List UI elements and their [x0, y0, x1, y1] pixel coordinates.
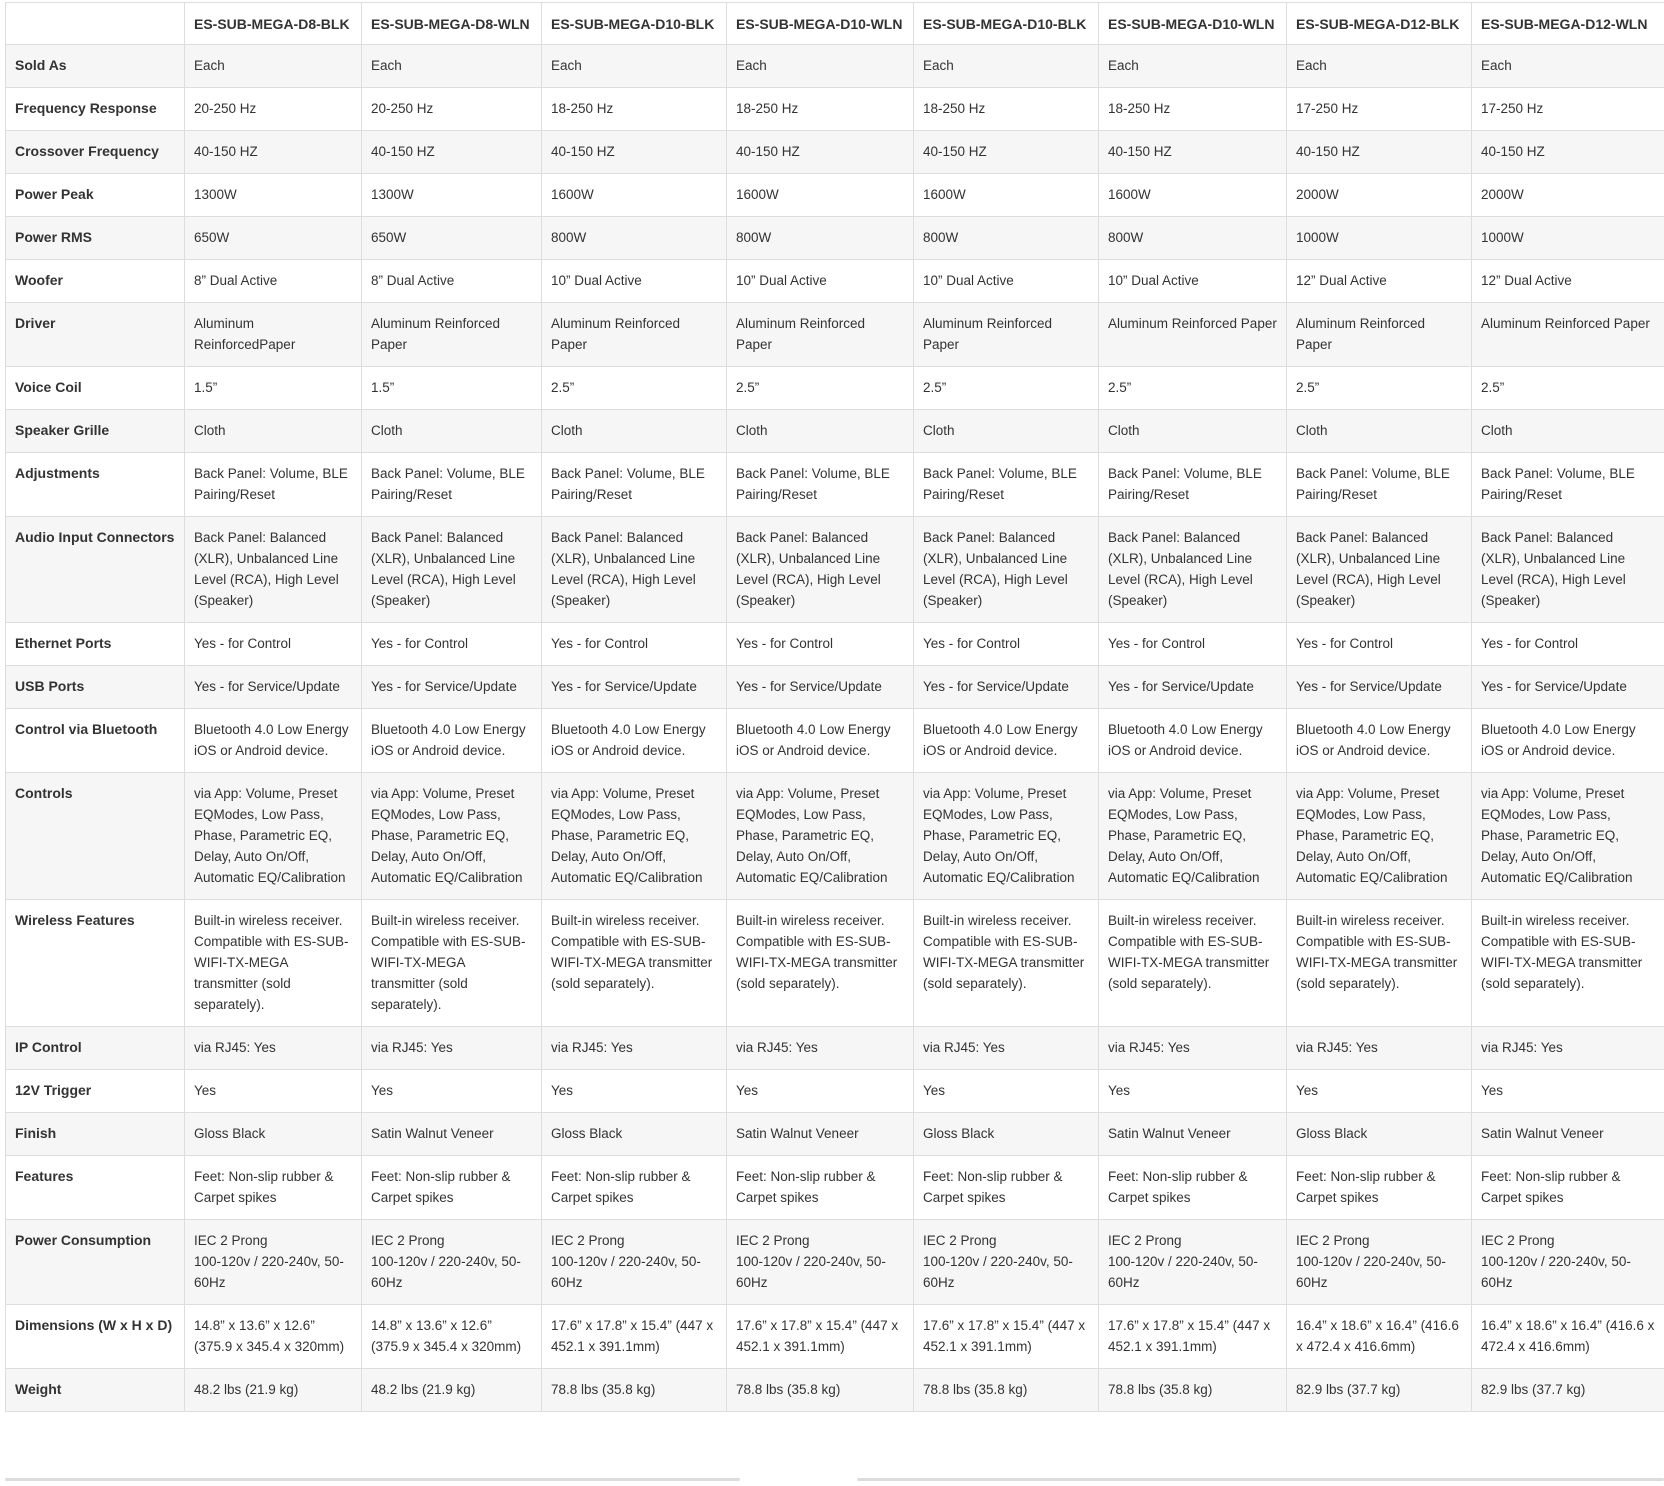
- row-label: Frequency Response: [6, 88, 185, 131]
- spec-cell: Aluminum ReinforcedPaper: [185, 303, 362, 367]
- spec-cell: 1600W: [914, 174, 1099, 217]
- spec-cell: 40-150 HZ: [1287, 131, 1472, 174]
- spec-row: [6, 1070, 1664, 1113]
- spec-cell: 40-150 HZ: [727, 131, 914, 174]
- column-header: ES-SUB-MEGA-D10-WLN: [1099, 3, 1287, 45]
- spec-cell: Cloth: [185, 410, 362, 453]
- spec-cell: Yes - for Service/Update: [1472, 666, 1664, 709]
- spec-cell: Aluminum Reinforced Paper: [1472, 303, 1664, 367]
- spec-row: [6, 260, 1664, 303]
- spec-cell: Each: [727, 45, 914, 88]
- spec-cell: 1600W: [542, 174, 727, 217]
- spec-cell: Each: [1472, 45, 1664, 88]
- spec-cell: Built-in wireless receiver. Compatible with ES-SUB-WIFI-TX-MEGA transmitter (sold separately).: [185, 900, 362, 1027]
- spec-cell: Feet: Non-slip rubber & Carpet spikes: [1472, 1156, 1664, 1220]
- spec-cell: Cloth: [1099, 410, 1287, 453]
- spec-cell: 14.8” x 13.6” x 12.6” (375.9 x 345.4 x 320mm): [185, 1305, 362, 1369]
- spec-cell: via App: Volume, Preset EQModes, Low Pass, Phase, Parametric EQ, Delay, Auto On/Off, Automatic EQ/Calibration: [727, 773, 914, 900]
- spec-cell-line: 100-120v / 220-240v, 50-60Hz: [1296, 1254, 1446, 1290]
- spec-cell: [1472, 1220, 1664, 1305]
- row-label: Wireless Features: [6, 900, 185, 1027]
- spec-cell: Feet: Non-slip rubber & Carpet spikes: [727, 1156, 914, 1220]
- spec-cell: Back Panel: Balanced (XLR), Unbalanced Line Level (RCA), High Level (Speaker): [1287, 517, 1472, 623]
- spec-cell: Each: [542, 45, 727, 88]
- spec-cell: 82.9 lbs (37.7 kg): [1472, 1369, 1664, 1412]
- spec-cell: Yes - for Control: [185, 623, 362, 666]
- spec-cell: 1300W: [362, 174, 542, 217]
- spec-cell-line: 100-120v / 220-240v, 50-60Hz: [194, 1254, 344, 1290]
- spec-cell: Aluminum Reinforced Paper: [914, 303, 1099, 367]
- spec-cell-line: IEC 2 Prong: [736, 1233, 810, 1248]
- column-header: ES-SUB-MEGA-D12-WLN: [1472, 3, 1664, 45]
- spec-cell-line: IEC 2 Prong: [1108, 1233, 1182, 1248]
- spec-cell: via RJ45: Yes: [185, 1027, 362, 1070]
- spec-cell: 1.5”: [362, 367, 542, 410]
- spec-cell: [1099, 1220, 1287, 1305]
- spec-cell: 40-150 HZ: [362, 131, 542, 174]
- spec-cell: via App: Volume, Preset EQModes, Low Pass, Phase, Parametric EQ, Delay, Auto On/Off, Automatic EQ/Calibration: [185, 773, 362, 900]
- spec-cell-line: 100-120v / 220-240v, 50-60Hz: [1108, 1254, 1258, 1290]
- column-header: ES-SUB-MEGA-D8-BLK: [185, 3, 362, 45]
- row-label: Adjustments: [6, 453, 185, 517]
- spec-cell-line: IEC 2 Prong: [371, 1233, 445, 1248]
- spec-cell: 17.6” x 17.8” x 15.4” (447 x 452.1 x 391.1mm): [542, 1305, 727, 1369]
- spec-cell: via RJ45: Yes: [1472, 1027, 1664, 1070]
- spec-cell: Aluminum Reinforced Paper: [542, 303, 727, 367]
- spec-cell-line: 100-120v / 220-240v, 50-60Hz: [923, 1254, 1073, 1290]
- spec-cell: Gloss Black: [1287, 1113, 1472, 1156]
- row-label: Ethernet Ports: [6, 623, 185, 666]
- spec-cell: Yes - for Service/Update: [727, 666, 914, 709]
- spec-cell: Cloth: [727, 410, 914, 453]
- spec-cell: [1287, 1220, 1472, 1305]
- spec-cell: Yes - for Service/Update: [914, 666, 1099, 709]
- spec-cell: Back Panel: Balanced (XLR), Unbalanced Line Level (RCA), High Level (Speaker): [362, 517, 542, 623]
- spec-cell: Back Panel: Volume, BLE Pairing/Reset: [914, 453, 1099, 517]
- spec-cell: 17.6” x 17.8” x 15.4” (447 x 452.1 x 391.1mm): [914, 1305, 1099, 1369]
- spec-row: [6, 1220, 1664, 1305]
- spec-cell: Satin Walnut Veneer: [1472, 1113, 1664, 1156]
- spec-cell: 17-250 Hz: [1472, 88, 1664, 131]
- column-header: ES-SUB-MEGA-D12-BLK: [1287, 3, 1472, 45]
- spec-row: [6, 1369, 1664, 1412]
- spec-cell-line: IEC 2 Prong: [1481, 1233, 1555, 1248]
- spec-cell-line: IEC 2 Prong: [551, 1233, 625, 1248]
- spec-cell: Yes: [1287, 1070, 1472, 1113]
- spec-cell: [185, 1220, 362, 1305]
- spec-cell: Built-in wireless receiver. Compatible with ES-SUB-WIFI-TX-MEGA transmitter (sold separately).: [542, 900, 727, 1027]
- spec-cell: 78.8 lbs (35.8 kg): [727, 1369, 914, 1412]
- spec-cell: Aluminum Reinforced Paper: [1099, 303, 1287, 367]
- spec-cell: Aluminum Reinforced Paper: [1287, 303, 1472, 367]
- spec-cell-line: 100-120v / 220-240v, 50-60Hz: [736, 1254, 886, 1290]
- spec-cell: 10” Dual Active: [727, 260, 914, 303]
- spec-row: [6, 131, 1664, 174]
- spec-cell: 40-150 HZ: [185, 131, 362, 174]
- spec-cell: 650W: [185, 217, 362, 260]
- spec-cell: Yes: [727, 1070, 914, 1113]
- row-label: Controls: [6, 773, 185, 900]
- spec-cell: 78.8 lbs (35.8 kg): [914, 1369, 1099, 1412]
- spec-cell: 18-250 Hz: [1099, 88, 1287, 131]
- spec-row: [6, 453, 1664, 517]
- spec-cell: via RJ45: Yes: [542, 1027, 727, 1070]
- spec-cell: 1.5”: [185, 367, 362, 410]
- spec-cell-line: 100-120v / 220-240v, 50-60Hz: [1481, 1254, 1631, 1290]
- corner-cell: [6, 3, 185, 45]
- spec-cell: Feet: Non-slip rubber & Carpet spikes: [185, 1156, 362, 1220]
- row-label: Power Peak: [6, 174, 185, 217]
- spec-cell-line: IEC 2 Prong: [1296, 1233, 1370, 1248]
- row-label: Sold As: [6, 45, 185, 88]
- spec-cell: Yes - for Control: [914, 623, 1099, 666]
- spec-cell: 800W: [914, 217, 1099, 260]
- spec-cell: Yes - for Control: [362, 623, 542, 666]
- spec-row: [6, 45, 1664, 88]
- spec-cell: 40-150 HZ: [1099, 131, 1287, 174]
- spec-cell: 2.5”: [1287, 367, 1472, 410]
- spec-cell: 800W: [542, 217, 727, 260]
- spec-cell: Built-in wireless receiver. Compatible with ES-SUB-WIFI-TX-MEGA transmitter (sold separately).: [362, 900, 542, 1027]
- row-label: Crossover Frequency: [6, 131, 185, 174]
- spec-cell: [362, 1220, 542, 1305]
- spec-cell: [914, 1220, 1099, 1305]
- spec-cell: Each: [914, 45, 1099, 88]
- spec-cell: Yes - for Service/Update: [1099, 666, 1287, 709]
- header-row: [6, 3, 1664, 45]
- spec-cell: 78.8 lbs (35.8 kg): [1099, 1369, 1287, 1412]
- row-label: Features: [6, 1156, 185, 1220]
- spec-cell: Back Panel: Volume, BLE Pairing/Reset: [542, 453, 727, 517]
- spec-cell: Bluetooth 4.0 Low Energy iOS or Android device.: [185, 709, 362, 773]
- spec-cell: Yes: [1472, 1070, 1664, 1113]
- row-label: 12V Trigger: [6, 1070, 185, 1113]
- spec-cell: [542, 1220, 727, 1305]
- spec-cell: 12” Dual Active: [1287, 260, 1472, 303]
- spec-cell: Bluetooth 4.0 Low Energy iOS or Android device.: [1472, 709, 1664, 773]
- spec-cell: 2.5”: [1099, 367, 1287, 410]
- row-label: Driver: [6, 303, 185, 367]
- spec-cell: via App: Volume, Preset EQModes, Low Pass, Phase, Parametric EQ, Delay, Auto On/Off, Automatic EQ/Calibration: [362, 773, 542, 900]
- spec-cell: via RJ45: Yes: [727, 1027, 914, 1070]
- row-label: Power Consumption: [6, 1220, 185, 1305]
- spec-cell: Yes - for Control: [542, 623, 727, 666]
- spec-cell: 12” Dual Active: [1472, 260, 1664, 303]
- spec-cell: via RJ45: Yes: [362, 1027, 542, 1070]
- spec-cell: Yes: [914, 1070, 1099, 1113]
- spec-cell: 16.4” x 18.6” x 16.4” (416.6 x 472.4 x 416.6mm): [1472, 1305, 1664, 1369]
- spec-cell: Yes - for Service/Update: [362, 666, 542, 709]
- spec-cell: 16.4” x 18.6” x 16.4” (416.6 x 472.4 x 416.6mm): [1287, 1305, 1472, 1369]
- spec-cell: Yes - for Service/Update: [1287, 666, 1472, 709]
- spec-row: [6, 773, 1664, 900]
- spec-cell: 20-250 Hz: [362, 88, 542, 131]
- spec-row: [6, 303, 1664, 367]
- spec-cell: [727, 1220, 914, 1305]
- spec-row: [6, 900, 1664, 1027]
- spec-cell: 650W: [362, 217, 542, 260]
- spec-cell: Back Panel: Balanced (XLR), Unbalanced Line Level (RCA), High Level (Speaker): [542, 517, 727, 623]
- row-label: Control via Bluetooth: [6, 709, 185, 773]
- row-label: Woofer: [6, 260, 185, 303]
- spec-cell: 17-250 Hz: [1287, 88, 1472, 131]
- spec-cell: 2.5”: [727, 367, 914, 410]
- spec-cell: Each: [1287, 45, 1472, 88]
- spec-cell: Gloss Black: [914, 1113, 1099, 1156]
- spec-cell: Built-in wireless receiver. Compatible with ES-SUB-WIFI-TX-MEGA transmitter (sold separately).: [914, 900, 1099, 1027]
- spec-row: [6, 88, 1664, 131]
- spec-cell: Feet: Non-slip rubber & Carpet spikes: [542, 1156, 727, 1220]
- row-label: Voice Coil: [6, 367, 185, 410]
- spec-cell: via RJ45: Yes: [1099, 1027, 1287, 1070]
- spec-cell-line: 100-120v / 220-240v, 50-60Hz: [371, 1254, 521, 1290]
- spec-comparison-table: [5, 2, 1664, 1412]
- spec-cell: 1000W: [1472, 217, 1664, 260]
- spec-row: [6, 709, 1664, 773]
- column-header: ES-SUB-MEGA-D10-BLK: [914, 3, 1099, 45]
- spec-cell: 800W: [727, 217, 914, 260]
- spec-cell: Aluminum Reinforced Paper: [362, 303, 542, 367]
- spec-cell: Built-in wireless receiver. Compatible with ES-SUB-WIFI-TX-MEGA transmitter (sold separately).: [727, 900, 914, 1027]
- spec-row: [6, 517, 1664, 623]
- spec-row: [6, 367, 1664, 410]
- spec-cell: Back Panel: Balanced (XLR), Unbalanced Line Level (RCA), High Level (Speaker): [1099, 517, 1287, 623]
- spec-cell: Yes: [542, 1070, 727, 1113]
- spec-cell: Yes: [185, 1070, 362, 1113]
- spec-cell: Bluetooth 4.0 Low Energy iOS or Android device.: [542, 709, 727, 773]
- spec-cell: via App: Volume, Preset EQModes, Low Pass, Phase, Parametric EQ, Delay, Auto On/Off, Automatic EQ/Calibration: [1287, 773, 1472, 900]
- spec-cell: Back Panel: Volume, BLE Pairing/Reset: [727, 453, 914, 517]
- spec-cell: Cloth: [914, 410, 1099, 453]
- spec-cell: 2.5”: [542, 367, 727, 410]
- spec-cell: Yes - for Service/Update: [542, 666, 727, 709]
- spec-cell: Back Panel: Volume, BLE Pairing/Reset: [362, 453, 542, 517]
- row-label: Weight: [6, 1369, 185, 1412]
- spec-cell: 2.5”: [914, 367, 1099, 410]
- column-header: ES-SUB-MEGA-D8-WLN: [362, 3, 542, 45]
- spec-row: [6, 1305, 1664, 1369]
- horizontal-scrollbar-left[interactable]: [5, 1478, 740, 1481]
- spec-cell: Satin Walnut Veneer: [727, 1113, 914, 1156]
- spec-cell: 8” Dual Active: [362, 260, 542, 303]
- row-label: Speaker Grille: [6, 410, 185, 453]
- spec-row: [6, 1027, 1664, 1070]
- spec-cell: Back Panel: Balanced (XLR), Unbalanced Line Level (RCA), High Level (Speaker): [1472, 517, 1664, 623]
- spec-cell: Yes: [1099, 1070, 1287, 1113]
- spec-cell: 40-150 HZ: [1472, 131, 1664, 174]
- spec-cell: Yes - for Control: [1287, 623, 1472, 666]
- spec-cell: 20-250 Hz: [185, 88, 362, 131]
- spec-cell: Gloss Black: [185, 1113, 362, 1156]
- spec-cell: 10” Dual Active: [542, 260, 727, 303]
- spec-cell: Yes - for Service/Update: [185, 666, 362, 709]
- spec-row: [6, 1156, 1664, 1220]
- spec-cell: Feet: Non-slip rubber & Carpet spikes: [1287, 1156, 1472, 1220]
- spec-cell: via RJ45: Yes: [914, 1027, 1099, 1070]
- spec-row: [6, 666, 1664, 709]
- spec-table-container: [5, 2, 1664, 1412]
- spec-cell: 1000W: [1287, 217, 1472, 260]
- row-label: Power RMS: [6, 217, 185, 260]
- spec-cell: Yes - for Control: [1099, 623, 1287, 666]
- spec-row: [6, 410, 1664, 453]
- spec-table-body: [6, 45, 1664, 1412]
- spec-cell: Feet: Non-slip rubber & Carpet spikes: [1099, 1156, 1287, 1220]
- spec-cell: Back Panel: Volume, BLE Pairing/Reset: [1099, 453, 1287, 517]
- spec-cell: via RJ45: Yes: [1287, 1027, 1472, 1070]
- spec-cell: Back Panel: Volume, BLE Pairing/Reset: [1287, 453, 1472, 517]
- spec-cell: 800W: [1099, 217, 1287, 260]
- spec-cell: Cloth: [1287, 410, 1472, 453]
- spec-cell: Each: [1099, 45, 1287, 88]
- spec-cell: Satin Walnut Veneer: [362, 1113, 542, 1156]
- row-label: Finish: [6, 1113, 185, 1156]
- spec-cell: 18-250 Hz: [542, 88, 727, 131]
- spec-cell: 48.2 lbs (21.9 kg): [185, 1369, 362, 1412]
- column-header: ES-SUB-MEGA-D10-BLK: [542, 3, 727, 45]
- spec-cell: 18-250 Hz: [914, 88, 1099, 131]
- spec-cell: Back Panel: Volume, BLE Pairing/Reset: [185, 453, 362, 517]
- spec-cell: 1600W: [1099, 174, 1287, 217]
- spec-row: [6, 174, 1664, 217]
- spec-cell: Back Panel: Balanced (XLR), Unbalanced Line Level (RCA), High Level (Speaker): [185, 517, 362, 623]
- spec-cell: via App: Volume, Preset EQModes, Low Pass, Phase, Parametric EQ, Delay, Auto On/Off, Automatic EQ/Calibration: [542, 773, 727, 900]
- horizontal-scrollbar-right[interactable]: [857, 1478, 1664, 1481]
- spec-cell: 40-150 HZ: [542, 131, 727, 174]
- spec-cell: Yes: [362, 1070, 542, 1113]
- spec-cell: Cloth: [542, 410, 727, 453]
- spec-cell: 17.6” x 17.8” x 15.4” (447 x 452.1 x 391.1mm): [727, 1305, 914, 1369]
- row-label: IP Control: [6, 1027, 185, 1070]
- spec-cell: Back Panel: Balanced (XLR), Unbalanced Line Level (RCA), High Level (Speaker): [914, 517, 1099, 623]
- spec-cell-line: IEC 2 Prong: [923, 1233, 997, 1248]
- spec-cell: Bluetooth 4.0 Low Energy iOS or Android device.: [727, 709, 914, 773]
- spec-row: [6, 1113, 1664, 1156]
- spec-cell: 10” Dual Active: [1099, 260, 1287, 303]
- spec-cell: via App: Volume, Preset EQModes, Low Pass, Phase, Parametric EQ, Delay, Auto On/Off, Automatic EQ/Calibration: [1472, 773, 1664, 900]
- spec-cell: Cloth: [362, 410, 542, 453]
- spec-cell: Bluetooth 4.0 Low Energy iOS or Android device.: [914, 709, 1099, 773]
- spec-row: [6, 623, 1664, 666]
- spec-cell: Bluetooth 4.0 Low Energy iOS or Android device.: [1099, 709, 1287, 773]
- spec-cell: Built-in wireless receiver. Compatible with ES-SUB-WIFI-TX-MEGA transmitter (sold separately).: [1287, 900, 1472, 1027]
- spec-cell: Satin Walnut Veneer: [1099, 1113, 1287, 1156]
- spec-cell: Built-in wireless receiver. Compatible with ES-SUB-WIFI-TX-MEGA transmitter (sold separately).: [1099, 900, 1287, 1027]
- spec-cell: 10” Dual Active: [914, 260, 1099, 303]
- spec-cell-line: 100-120v / 220-240v, 50-60Hz: [551, 1254, 701, 1290]
- column-header: ES-SUB-MEGA-D10-WLN: [727, 3, 914, 45]
- spec-cell: Back Panel: Balanced (XLR), Unbalanced Line Level (RCA), High Level (Speaker): [727, 517, 914, 623]
- spec-cell: 78.8 lbs (35.8 kg): [542, 1369, 727, 1412]
- spec-cell: 48.2 lbs (21.9 kg): [362, 1369, 542, 1412]
- spec-cell: Aluminum Reinforced Paper: [727, 303, 914, 367]
- spec-cell: Bluetooth 4.0 Low Energy iOS or Android device.: [362, 709, 542, 773]
- spec-cell: 82.9 lbs (37.7 kg): [1287, 1369, 1472, 1412]
- spec-cell: Bluetooth 4.0 Low Energy iOS or Android device.: [1287, 709, 1472, 773]
- spec-cell: 18-250 Hz: [727, 88, 914, 131]
- spec-cell: 14.8” x 13.6” x 12.6” (375.9 x 345.4 x 320mm): [362, 1305, 542, 1369]
- spec-cell: 1600W: [727, 174, 914, 217]
- spec-cell: Each: [362, 45, 542, 88]
- spec-cell: Built-in wireless receiver. Compatible with ES-SUB-WIFI-TX-MEGA transmitter (sold separately).: [1472, 900, 1664, 1027]
- spec-cell: 17.6” x 17.8” x 15.4” (447 x 452.1 x 391.1mm): [1099, 1305, 1287, 1369]
- spec-cell: Feet: Non-slip rubber & Carpet spikes: [914, 1156, 1099, 1220]
- spec-row: [6, 217, 1664, 260]
- spec-cell: Back Panel: Volume, BLE Pairing/Reset: [1472, 453, 1664, 517]
- spec-cell: 8” Dual Active: [185, 260, 362, 303]
- row-label: USB Ports: [6, 666, 185, 709]
- row-label: Dimensions (W x H x D): [6, 1305, 185, 1369]
- spec-cell: 2.5”: [1472, 367, 1664, 410]
- spec-cell: Yes - for Control: [727, 623, 914, 666]
- spec-cell: Yes - for Control: [1472, 623, 1664, 666]
- spec-cell: Gloss Black: [542, 1113, 727, 1156]
- spec-cell: via App: Volume, Preset EQModes, Low Pass, Phase, Parametric EQ, Delay, Auto On/Off, Automatic EQ/Calibration: [914, 773, 1099, 900]
- spec-cell: 1300W: [185, 174, 362, 217]
- spec-cell-line: IEC 2 Prong: [194, 1233, 268, 1248]
- spec-cell: via App: Volume, Preset EQModes, Low Pass, Phase, Parametric EQ, Delay, Auto On/Off, Automatic EQ/Calibration: [1099, 773, 1287, 900]
- spec-cell: 2000W: [1472, 174, 1664, 217]
- spec-cell: 2000W: [1287, 174, 1472, 217]
- spec-cell: Each: [185, 45, 362, 88]
- row-label: Audio Input Connectors: [6, 517, 185, 623]
- spec-cell: Cloth: [1472, 410, 1664, 453]
- spec-cell: Feet: Non-slip rubber & Carpet spikes: [362, 1156, 542, 1220]
- spec-cell: 40-150 HZ: [914, 131, 1099, 174]
